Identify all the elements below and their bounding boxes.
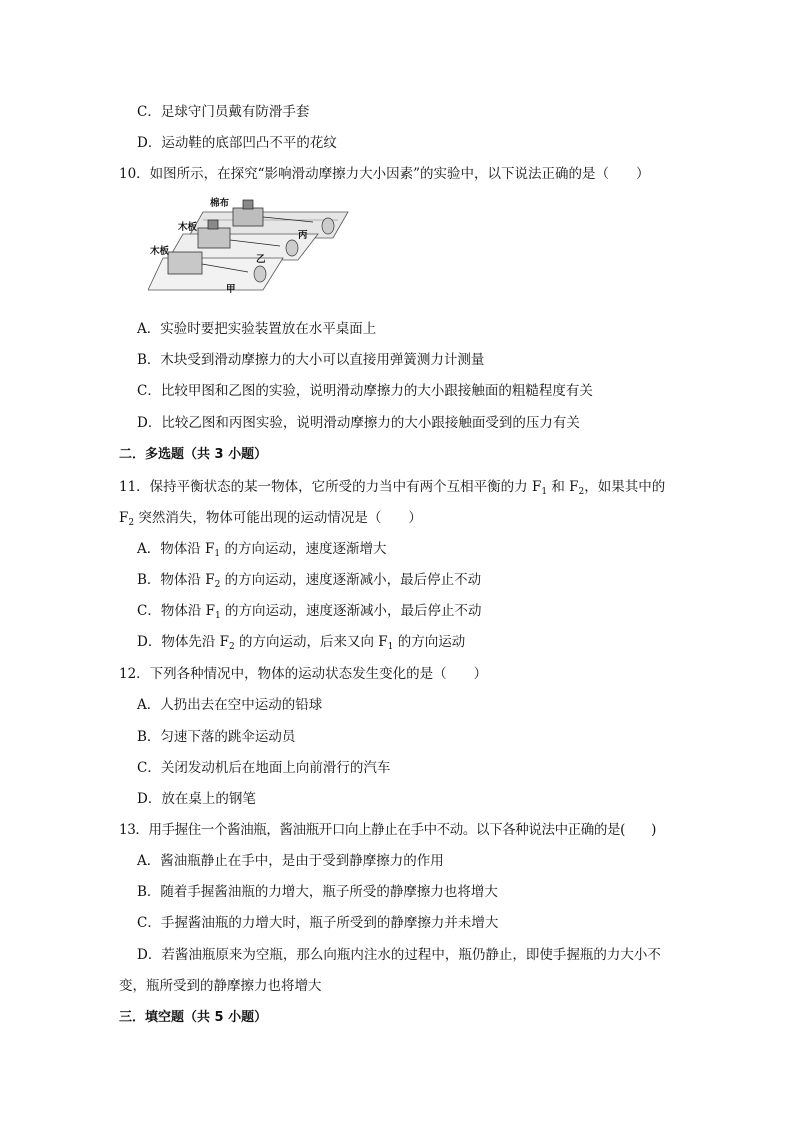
q12-option-b: B．匀速下落的跳伞运动员	[137, 729, 296, 745]
q9-option-c: C．足球守门员戴有防滑手套	[137, 104, 310, 120]
label-board-1: 木板	[178, 222, 198, 233]
q12-stem: 12．下列各种情况中，物体的运动状态发生变化的是（ ）	[119, 666, 488, 682]
q11-stem-line2: $F_2$ 突然消失，物体可能出现的运动情况是（ ）	[119, 510, 422, 528]
q11-option-d: D．物体先沿 $F_2$ 的方向运动，后来又向 $F_1$ 的方向运动	[137, 634, 466, 652]
label-jia: 甲	[226, 284, 236, 295]
q9-option-d: D．运动鞋的底部凹凸不平的花纹	[137, 135, 337, 151]
q10-option-a: A．实验时要把实验装置放在水平桌面上	[137, 321, 377, 337]
q13-option-d-line1: D．若酱油瓶原来为空瓶，那么向瓶内注水的过程中，瓶仍静止，即使手握瓶的力大小不	[137, 947, 661, 963]
q13-option-d-line2: 变，瓶所受到的静摩擦力也将增大	[119, 978, 322, 994]
friction-experiment-figure	[148, 192, 353, 307]
q10-option-b: B．木块受到滑动摩擦力的大小可以直接用弹簧测力计测量	[137, 352, 485, 368]
q11-option-c: C．物体沿 $F_1$ 的方向运动，速度逐渐减小，最后停止不动	[137, 603, 482, 621]
label-board-2: 木板	[150, 246, 170, 257]
q13-stem: 13．用手握住一个酱油瓶，酱油瓶开口向上静止在手中不动。以下各种说法中正确的是( )	[119, 822, 657, 838]
q11-option-a: A．物体沿 $F_1$ 的方向运动，速度逐渐增大	[137, 541, 387, 559]
q12-option-d: D．放在桌上的钢笔	[137, 791, 256, 807]
q10-stem: 10．如图所示，在探究“影响滑动摩擦力大小因素”的实验中，以下说法正确的是（ ）	[119, 166, 650, 182]
label-bing: 丙	[298, 230, 308, 241]
q12-option-a: A．人扔出去在空中运动的铅球	[137, 697, 323, 713]
q13-option-a: A．酱油瓶静止在手中，是由于受到静摩擦力的作用	[137, 853, 444, 869]
section-heading-fill-blank: 三．填空题（共 5 小题）	[119, 1010, 268, 1025]
q10-option-d: D．比较乙图和丙图实验，说明滑动摩擦力的大小跟接触面受到的压力有关	[137, 415, 580, 431]
q13-option-b: B．随着手握酱油瓶的力增大，瓶子所受的静摩擦力也将增大	[137, 884, 498, 900]
q10-option-c: C．比较甲图和乙图的实验，说明滑动摩擦力的大小跟接触面的粗糙程度有关	[137, 383, 593, 399]
q12-option-c: C．关闭发动机后在地面上向前滑行的汽车	[137, 760, 391, 776]
q11-option-b: B．物体沿 $F_2$ 的方向运动，速度逐渐减小，最后停止不动	[137, 572, 482, 590]
label-yi: 乙	[256, 254, 266, 265]
label-cotton: 棉布	[210, 198, 230, 209]
section-heading-multi-choice: 二．多选题（共 3 小题）	[119, 447, 268, 462]
q11-stem-line1: 11．保持平衡状态的某一物体，它所受的力当中有两个互相平衡的力 $F_1$ 和 $F_2$，如果其中的	[119, 479, 666, 497]
q13-option-c: C．手握酱油瓶的力增大时，瓶子所受到的静摩擦力并未增大	[137, 915, 499, 931]
